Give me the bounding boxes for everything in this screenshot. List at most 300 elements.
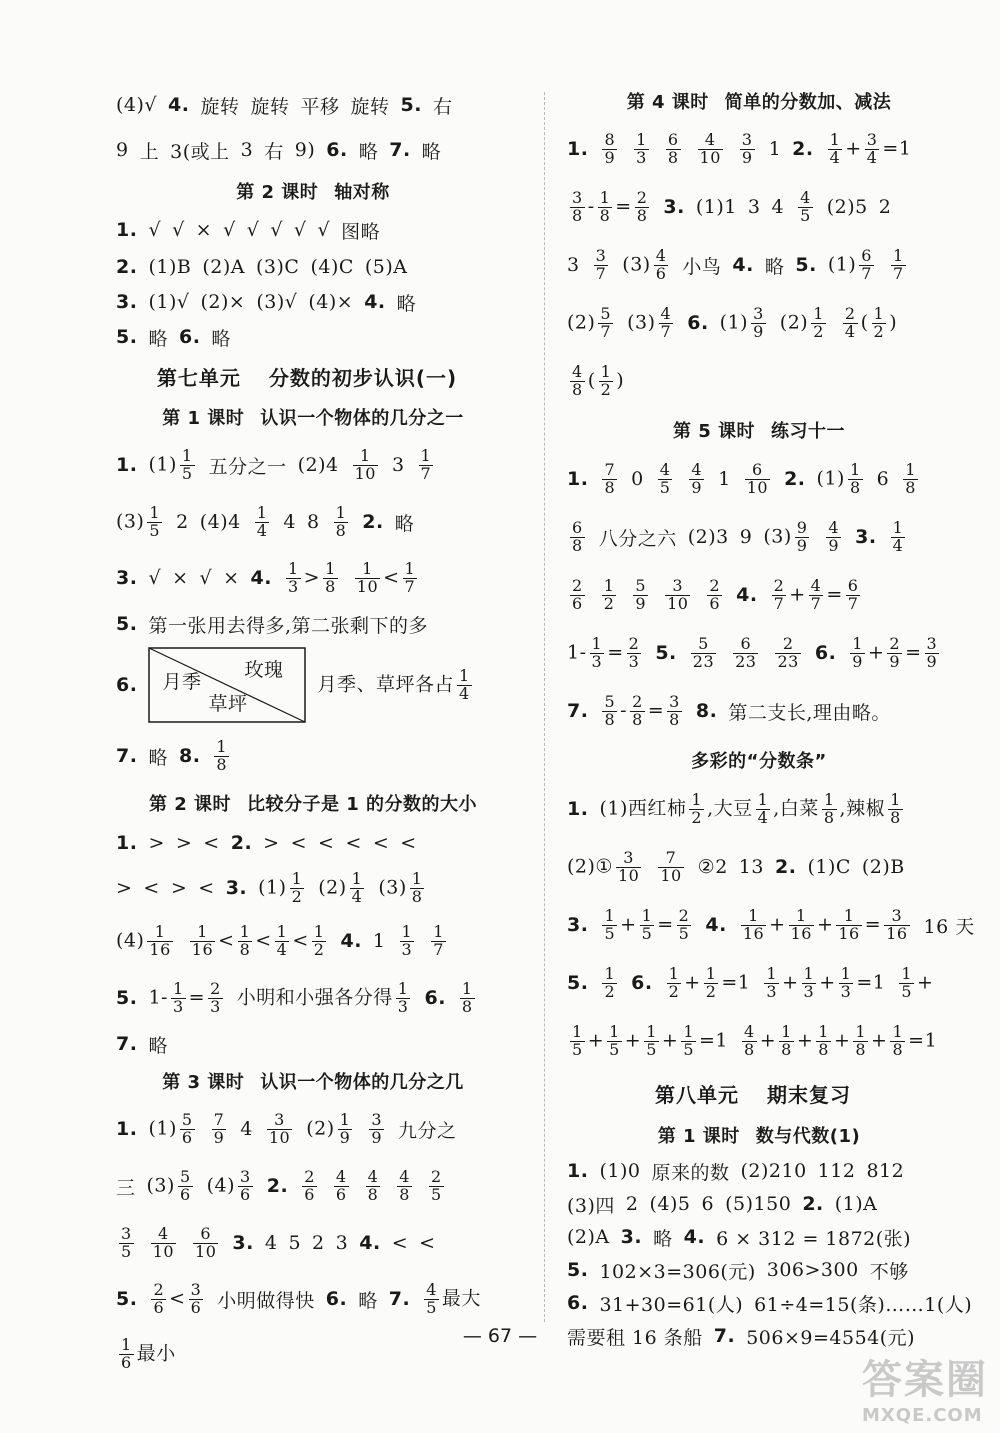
answer-token: 第 1 课时 [657, 1126, 740, 1147]
answer-token: 5. [795, 254, 817, 276]
denominator: 8 [667, 147, 679, 167]
fraction [890, 1021, 905, 1059]
numerator: 3 [572, 187, 583, 207]
denominator: 7 [847, 593, 859, 613]
fraction [779, 1021, 794, 1059]
answer-token: 5. [116, 326, 138, 348]
denominator: 5 [121, 1241, 132, 1261]
answer-token [730, 633, 761, 671]
numerator: 3 [190, 1279, 202, 1299]
numerator: 4 [335, 1166, 347, 1186]
fraction [602, 963, 617, 1001]
denominator: 8 [818, 1039, 829, 1059]
answer-token: 3. [116, 567, 138, 589]
numerator: 1 [335, 502, 347, 522]
answer-token: (3) $\frac{4}{7}$ [627, 303, 672, 341]
answer-line [567, 566, 967, 624]
denominator: 2 [813, 321, 824, 341]
numerator: 4 [655, 245, 667, 265]
fraction [772, 575, 787, 613]
numerator: 1 [121, 1334, 132, 1354]
denominator: 2 [668, 981, 680, 1001]
fraction [403, 558, 418, 596]
answer-token: (2)210 [740, 1160, 807, 1182]
answer-token: 6 × 312 = 1872(张) [716, 1227, 912, 1250]
fraction [338, 1109, 353, 1147]
answer-token: 略 [421, 140, 442, 163]
answer-line [116, 250, 526, 284]
numerator: 1 [276, 921, 288, 941]
answer-token: 6. [116, 674, 138, 696]
fraction [707, 575, 722, 613]
fraction [775, 633, 800, 671]
answer-token: 旋转 [200, 95, 240, 118]
answer-token: 31+30=61(人) [599, 1293, 744, 1316]
denominator: 5 [678, 923, 690, 943]
answer-token: $\frac{1}{5}$ + [901, 963, 934, 1001]
fraction [598, 187, 613, 225]
denominator: 2 [873, 321, 885, 341]
numerator: 2 [572, 575, 583, 595]
answer-token: 5. [400, 94, 422, 116]
answer-token: 5. [567, 1259, 589, 1281]
answer-token [366, 1109, 387, 1147]
denominator: 5 [426, 1297, 437, 1317]
answer-token: (2)4 [297, 454, 339, 476]
denominator: 7 [773, 593, 785, 613]
denominator: 8 [367, 1184, 379, 1204]
numerator: 1 [154, 921, 166, 941]
fraction [400, 921, 415, 959]
answer-line [567, 410, 967, 450]
fraction [238, 1166, 253, 1204]
denominator: 6 [190, 1297, 202, 1317]
numerator: 4 [367, 1166, 379, 1186]
fraction [238, 921, 253, 959]
answer-token: 1. [567, 468, 589, 490]
fraction [602, 129, 617, 167]
answer-token: (3) $\frac{1}{8}$ [378, 868, 423, 906]
fraction [691, 633, 716, 671]
denominator: 16 [191, 939, 214, 959]
denominator: 8 [461, 996, 473, 1016]
numerator: 2 [210, 978, 221, 998]
answer-line [116, 436, 526, 494]
fraction [887, 633, 902, 671]
denominator: 7 [892, 263, 904, 283]
denominator: 7 [420, 463, 432, 483]
fraction [599, 361, 614, 399]
watermark-logo [862, 1348, 988, 1426]
answer-line [116, 82, 526, 128]
numerator: 4 [572, 361, 583, 381]
answer-token: 16 天 [923, 915, 975, 938]
answer-token [655, 847, 686, 885]
numerator: 3 [623, 847, 634, 867]
fraction [633, 575, 648, 613]
fraction [570, 517, 585, 555]
numerator: 1 [852, 633, 863, 653]
numerator: 3 [672, 575, 684, 595]
answer-token: 4 [240, 1118, 253, 1140]
answer-token: 7. [388, 1288, 411, 1310]
answer-token: 7. [713, 1325, 736, 1347]
answer-token: 第二支长,理由略。 [728, 701, 891, 724]
denominator: 8 [325, 576, 336, 596]
numerator: 4 [158, 1223, 169, 1243]
answer-line [116, 1158, 526, 1214]
answer-token: √ [270, 219, 283, 241]
denominator: 10 [667, 593, 689, 613]
numerator: 1 [397, 978, 409, 998]
numerator: 4 [744, 1021, 755, 1041]
answer-token: 3 [391, 454, 405, 476]
answer-line [116, 642, 526, 728]
numerator: 1 [818, 1021, 829, 1041]
fraction [634, 129, 649, 167]
answer-token: 略 [394, 512, 415, 535]
denominator: 7 [660, 321, 672, 341]
denominator: 7 [600, 321, 612, 341]
answer-token: (3) $\frac{9}{9}$ [763, 517, 808, 555]
numerator: 1 [313, 921, 325, 941]
answer-token: > [175, 832, 193, 854]
numerator: 1 [890, 789, 901, 809]
answer-token: (1) $\frac{5}{6}$ [148, 1109, 193, 1147]
denominator: 10 [268, 1127, 291, 1147]
answer-token [416, 445, 437, 483]
answer-line [567, 294, 967, 352]
denominator: 8 [399, 1184, 410, 1204]
answer-token [116, 1223, 137, 1261]
numerator: 1 [256, 502, 268, 522]
numerator: 3 [595, 245, 607, 265]
answer-token [599, 575, 620, 613]
fraction [843, 303, 858, 341]
answer-token [190, 1223, 221, 1261]
numerator: 1 [646, 1021, 657, 1041]
answer-token: (3)四 [567, 1194, 615, 1217]
answer-token: $\frac{1}{2}$ + $\frac{1}{2}$ =1 [668, 963, 751, 1001]
answer-token: 4 [264, 1232, 278, 1254]
denominator: 10 [699, 147, 721, 167]
answer-token: (4)× [308, 291, 354, 313]
fraction [802, 963, 817, 1001]
denominator: 8 [636, 205, 648, 225]
answer-token: $\frac{1}{4}$ + $\frac{3}{4}$ =1 [829, 129, 912, 167]
answer-token: 4 [283, 511, 296, 533]
fraction [323, 558, 338, 596]
answer-line [116, 550, 526, 606]
answer-token: 4. [732, 254, 754, 276]
answer-token [737, 129, 758, 167]
fraction [334, 502, 349, 540]
numerator: 1 [757, 789, 769, 809]
answer-token: 1 [768, 138, 782, 160]
denominator: 8 [855, 1039, 867, 1059]
fraction [756, 789, 771, 827]
answer-token: $\frac{1}{5}$ + $\frac{1}{5}$ = $\frac{2}{5}$ [604, 905, 690, 943]
fraction [570, 361, 585, 399]
left-column [116, 82, 526, 1382]
answer-token: 第七单元 [156, 365, 241, 390]
answer-token: 6 [701, 1193, 715, 1215]
numerator: 2 [678, 905, 690, 925]
fraction [431, 921, 446, 959]
answer-token: 5. [116, 987, 138, 1009]
fraction [850, 633, 865, 671]
answer-token: $\frac{2}{6}$ < $\frac{3}{6}$ [153, 1279, 202, 1317]
answer-token: 3. [855, 526, 877, 548]
numerator: 1 [359, 445, 371, 465]
answer-token: 2. [266, 1175, 289, 1197]
numerator: 4 [704, 129, 716, 149]
answer-token: 6. [178, 326, 201, 348]
fraction [419, 445, 434, 483]
denominator: 5 [659, 477, 671, 497]
answer-token: $\frac{1}{16}$ + $\frac{1}{16}$ + $\frac{1}{16}$ = $\frac{3}{16}$ [742, 905, 908, 943]
answer-token: (1)C [807, 856, 851, 878]
answer-token: (1)西红柿 $\frac{1}{2}$ ,大豆 $\frac{1}{4}$ ,白菜 $\frac{1}{8}$ ,辣椒 $\frac{1}{8}$ [599, 789, 901, 827]
denominator: 8 [216, 754, 228, 774]
fraction [865, 129, 880, 167]
numerator: 1 [636, 129, 647, 149]
answer-token: $\frac{2}{7}$ + $\frac{4}{7}$ = $\frac{6}{7}$ [773, 575, 859, 613]
answer-token: 8. [178, 745, 201, 767]
answer-token: (5)150 [725, 1193, 792, 1215]
denominator: 9 [339, 1127, 351, 1147]
answer-token: 3 [240, 139, 254, 161]
answer-token: 1. [116, 832, 138, 854]
right-column [567, 82, 975, 1352]
answer-token: (1)√ [148, 291, 190, 313]
denominator: 9 [371, 1127, 382, 1147]
fraction [630, 691, 645, 729]
answer-token: (1)A [834, 1193, 878, 1215]
answer-token: (2)B [861, 856, 905, 878]
fraction [570, 575, 585, 613]
answer-line [567, 508, 967, 566]
fraction [396, 978, 411, 1016]
numerator: 1 [197, 921, 208, 941]
answer-line [567, 954, 967, 1012]
answer-token: $\frac{1}{16}$ < $\frac{1}{8}$ < $\frac{1}{4}$ < $\frac{1}{2}$ [191, 921, 325, 959]
fraction [789, 905, 814, 943]
answer-token: $\frac{1}{5}$ + $\frac{1}{5}$ + $\frac{1}{5}$ + $\frac{1}{5}$ =1 [572, 1021, 729, 1059]
answer-line [567, 624, 967, 682]
answer-token: (2)5 [826, 196, 868, 218]
answer-token: > [148, 832, 165, 854]
denominator: 8 [604, 709, 616, 729]
answer-token: 略 [358, 1289, 378, 1312]
answer-token: 3 [335, 1232, 349, 1254]
fraction [190, 921, 215, 959]
answer-token [795, 187, 816, 225]
denominator: 16 [838, 923, 860, 943]
fraction [681, 1021, 696, 1059]
numerator: 1 [216, 736, 228, 756]
fraction [884, 905, 909, 943]
numerator: 1 [239, 921, 251, 941]
answer-token: 1. [567, 138, 589, 160]
fraction [745, 459, 770, 497]
answer-token: (4) $\frac{3}{6}$ [206, 1166, 251, 1204]
denominator: 16 [886, 923, 908, 943]
fraction [872, 303, 887, 341]
fraction [193, 1223, 218, 1261]
answer-token: 右 [264, 140, 284, 163]
numerator: 3 [753, 303, 764, 323]
answer-token [299, 1166, 320, 1204]
fraction [848, 459, 863, 497]
answer-token: 旋转 [250, 95, 290, 118]
denominator: 16 [742, 923, 765, 943]
answer-token: $\frac{3}{8}$ - $\frac{1}{8}$ = $\frac{2}{8}$ [572, 187, 648, 225]
numerator: 4 [828, 517, 840, 537]
answer-token: 三 [116, 1176, 136, 1199]
answer-token: 4. [340, 930, 362, 952]
fraction [214, 736, 229, 774]
answer-line [567, 1254, 967, 1286]
answer-token: < [419, 1232, 436, 1254]
fraction [704, 963, 719, 1001]
fraction [677, 905, 692, 943]
numerator: 5 [179, 1166, 191, 1186]
fraction [665, 575, 690, 613]
fraction [616, 847, 641, 885]
numerator: 4 [691, 459, 703, 479]
answer-token: 6. [631, 972, 653, 994]
numerator: 1 [901, 963, 913, 983]
fraction [397, 1166, 412, 1204]
denominator: 10 [660, 865, 682, 885]
answer-token: 九分之 [398, 1119, 457, 1142]
answer-token: 平移 [300, 95, 340, 118]
fraction [811, 303, 826, 341]
numerator: 2 [773, 575, 785, 595]
numerator: 1 [829, 129, 841, 149]
answer-token: 认识一个物体的几分之一 [260, 408, 464, 429]
denominator: 10 [195, 1241, 217, 1261]
answer-token: (2) $\frac{1}{4}$ [318, 868, 363, 906]
answer-token: $\frac{4}{8}$ ( $\frac{1}{2}$ ) [572, 361, 625, 399]
answer-token: 6. [687, 312, 709, 334]
fraction [658, 459, 673, 497]
answer-line [567, 352, 967, 410]
denominator: 10 [356, 576, 379, 596]
denominator: 9 [213, 1127, 225, 1147]
answer-line [116, 320, 526, 354]
denominator: 4 [866, 147, 878, 167]
answer-token: 1 [372, 930, 386, 952]
answer-token [428, 921, 449, 959]
fraction [635, 187, 650, 225]
answer-token [148, 1223, 179, 1261]
denominator: 23 [692, 651, 715, 671]
fraction [899, 963, 914, 1001]
answer-token [662, 575, 693, 613]
numerator: 1 [843, 905, 855, 925]
answer-token: 分数的初步认识(一) [268, 365, 458, 390]
answer-token: < [198, 877, 215, 899]
fraction [602, 575, 617, 613]
answer-line [116, 172, 526, 210]
answer-token: (1) $\frac{1}{5}$ [148, 445, 193, 483]
answer-line [116, 822, 526, 864]
numerator: 1 [840, 963, 852, 983]
denominator: 9 [635, 593, 647, 613]
fraction [654, 245, 669, 283]
answer-token: 第 2 课时 [236, 182, 319, 203]
answer-token [688, 633, 719, 671]
numerator: 4 [800, 187, 811, 207]
numerator: 4 [659, 459, 671, 479]
numerator: 1 [855, 1021, 867, 1041]
numerator: 1 [600, 361, 612, 381]
answer-token: 306>300 [766, 1259, 859, 1281]
numerator: 3 [274, 1109, 285, 1129]
denominator: 2 [604, 981, 616, 1001]
answer-token: 5 [288, 1232, 302, 1254]
denominator: 9 [889, 651, 901, 671]
fraction [640, 905, 655, 943]
watermark-text: 答案圈 [862, 1357, 988, 1403]
answer-token: 4. [168, 94, 190, 116]
fraction [171, 978, 186, 1016]
numerator: 6 [752, 459, 763, 479]
answer-token: 4. [359, 1232, 381, 1254]
answer-token: 第 5 课时 [672, 421, 756, 442]
fraction [353, 445, 378, 483]
fraction [151, 1279, 166, 1317]
answer-token: $\frac{5}{8}$ - $\frac{2}{8}$ = $\frac{3}{8}$ [604, 691, 680, 729]
answer-token: × [195, 219, 213, 241]
answer-token: 6. [567, 1292, 589, 1314]
denominator: 3 [210, 996, 221, 1016]
denominator: 8 [744, 1039, 755, 1059]
answer-token: 9 [739, 526, 753, 548]
answer-token: 图略 [341, 220, 381, 243]
numerator: 2 [782, 633, 794, 653]
numerator: 2 [304, 1166, 315, 1186]
numerator: 4 [399, 1166, 410, 1186]
answer-line [116, 210, 526, 250]
fraction [350, 868, 365, 906]
answer-token: 原来的数 [651, 1161, 730, 1184]
numerator: 1 [873, 303, 885, 323]
answer-line [116, 728, 526, 784]
fraction [888, 789, 903, 827]
answer-token [888, 517, 909, 555]
answer-line [116, 864, 526, 912]
answer-token: 1. [567, 1160, 589, 1182]
fraction [809, 575, 824, 613]
answer-token: > [263, 832, 280, 854]
numerator: 6 [572, 517, 583, 537]
denominator: 3 [172, 996, 184, 1016]
denominator: 3 [287, 576, 299, 596]
denominator: 5 [641, 923, 653, 943]
answer-token: 7. [567, 700, 589, 722]
answer-line [567, 178, 967, 236]
numerator: 1 [461, 978, 473, 998]
numerator: 1 [149, 502, 161, 522]
answer-token: (2)3 [687, 526, 729, 548]
answer-token: 2. [784, 468, 806, 490]
denominator: 10 [354, 463, 376, 483]
numerator: 7 [213, 1109, 225, 1129]
answer-token: 6 [876, 468, 890, 490]
